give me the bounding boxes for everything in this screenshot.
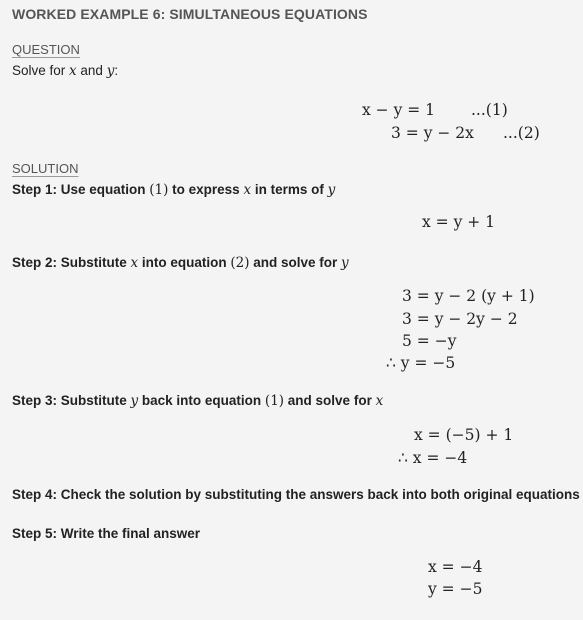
step-2-eqref: (2) <box>230 255 250 271</box>
step-2-equation-1: 3 = y − 2 (y + 1) <box>402 287 535 305</box>
prompt-text-3: : <box>114 63 119 78</box>
prompt-var-x: x <box>69 63 77 79</box>
step-2-text-b: into equation <box>138 255 231 270</box>
question-equation-2: 3 = y − 2x <box>391 124 474 142</box>
final-answer-x: x = −4 <box>428 558 483 576</box>
final-answer-y: y = −5 <box>428 580 483 598</box>
step-1-var-y: y <box>327 182 336 198</box>
step-1-text-b: to express <box>168 182 244 197</box>
step-2-heading <box>12 255 349 271</box>
step-3-text-b: back into equation <box>138 393 265 408</box>
prompt-var-y: y <box>106 63 115 79</box>
step-1-equation: x = y + 1 <box>422 213 496 231</box>
step-3-heading <box>12 393 383 409</box>
step-2-var-x: x <box>130 255 139 271</box>
step-1-text-a: Step 1: Use equation <box>12 182 150 197</box>
question-equation-1-tag: ...(1) <box>471 101 508 119</box>
step-5-heading: Step 5: Write the final answer <box>12 526 201 541</box>
step-2-text-c: and solve for <box>249 255 342 270</box>
step-3-equation-2: ∴ x = −4 <box>398 449 468 467</box>
step-1-heading <box>12 182 335 198</box>
step-1-var-x: x <box>243 182 252 198</box>
step-3-text-c: and solve for <box>284 393 376 408</box>
question-equation-1: x − y = 1 <box>362 101 436 119</box>
step-4-heading: Step 4: Check the solution by substituting the answers back into both original equations <box>12 487 580 502</box>
prompt-text-2: and <box>76 63 107 78</box>
page-title: WORKED EXAMPLE 6: SIMULTANEOUS EQUATIONS <box>12 6 368 22</box>
solution-heading: SOLUTION <box>12 161 79 176</box>
step-3-text-a: Step 3: Substitute <box>12 393 131 408</box>
step-2-var-y: y <box>341 255 349 271</box>
question-equation-2-tag: ...(2) <box>503 124 540 142</box>
question-prompt <box>12 63 118 79</box>
step-1-text-c: in terms of <box>251 182 328 197</box>
step-2-equation-4: ∴ y = −5 <box>386 354 456 372</box>
prompt-text-1: Solve for <box>12 63 70 78</box>
step-1-eqref: (1) <box>149 182 169 198</box>
step-3-var-x: x <box>375 393 384 409</box>
step-3-eqref: (1) <box>264 393 285 409</box>
step-3-equation-1: x = (−5) + 1 <box>414 426 514 444</box>
step-2-equation-3: 5 = −y <box>402 332 457 350</box>
question-heading: QUESTION <box>12 42 80 57</box>
step-2-text-a: Step 2: Substitute <box>12 255 131 270</box>
step-3-var-y: y <box>130 393 139 409</box>
step-2-equation-2: 3 = y − 2y − 2 <box>402 310 518 328</box>
